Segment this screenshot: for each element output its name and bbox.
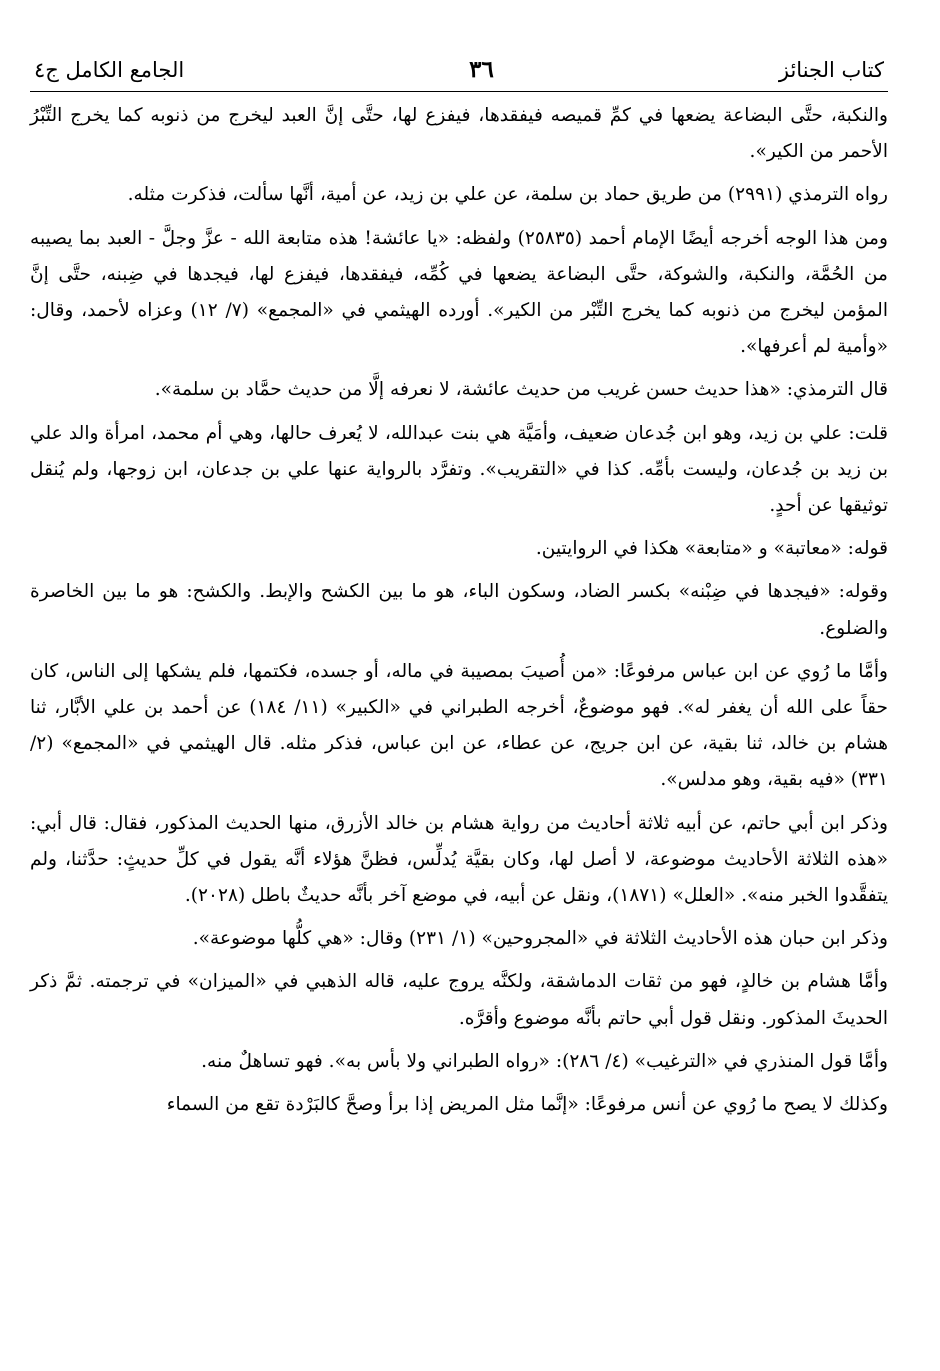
page-number: ٣٦ — [469, 56, 494, 83]
paragraph: وقوله: «فيجدها في ضِبْنه» بكسر الضاد، وسكون الباء، هو ما بين الكشح والإبط. والكشح: هو ما بين الخاصرة والضلوع. — [30, 581, 888, 639]
paragraph: وأمَّا هشام بن خالدٍ، فهو من ثقات الدماشقة، ولكنَّه يروج عليه، قاله الذهبي في «الميزان» في ترجمته. ثمَّ ذكر الحديثَ المذكور. ونقل قول أبي حاتم بأنَّه موضوع وأقرَّه. — [30, 971, 888, 1029]
paragraph: ومن هذا الوجه أخرجه أيضًا الإمام أحمد (٢٥٨٣٥) ولفظه: «يا عائشة! هذه متابعة الله - عزَّ وجلَّ - العبد بما يصيبه من الحُمَّة، والنكبة، والشوكة، حتَّى البضاعة يضعها في كُمِّه، فيفقدها، فيفزع لها، فيجدها في ضِبنه، حتَّى إنَّ المؤمن ليخرج من ذنوبه كما يخرج التِّبْر من الكير». أورده الهيثمي في «المجمع» (٧/ ١٢) وعزاه لأحمد، وقال: «وأمية لم أعرفها». — [30, 227, 888, 358]
paragraph: قال الترمذي: «هذا حديث حسن غريب من حديث عائشة، لا نعرفه إلَّا من حديث حمَّاد بن سلمة». — [154, 379, 888, 401]
page-header — [30, 55, 888, 92]
paragraph: قوله: «معاتبة» و «متابعة» هكذا في الروايتين. — [535, 538, 888, 560]
page-body — [30, 98, 888, 1123]
paragraph: قلت: علي بن زيد، وهو ابن جُدعان ضعيف، وأمَيَّة هي بنت عبدالله، لا يُعرف حالها، وهي أم محمد، امرأة والد علي بن زيد بن جُدعان، وليست بأمِّه. كذا في «التقريب». وتفرَّد بالرواية عنها علي بن جدعان، ابن زوجها، ولم يُنقل توثيقها عن أحدٍ. — [30, 422, 888, 517]
paragraph: وذكر ابن حبان هذه الأحاديث الثلاثة في «المجروحين» (١/ ٢٣١) وقال: «هي كلُّها موضوعة». — [192, 928, 888, 950]
paragraph: والنكبة، حتَّى البضاعة يضعها في كمِّ قميصه فيفقدها، فيفزع لها، حتَّى إنَّ العبد ليخرج من ذنوبه كما يخرج التِّبْرُ الأحمر من الكير». — [30, 105, 888, 163]
paragraph: وأمَّا ما رُوي عن ابن عباس مرفوعًا: «من أُصيبَ بمصيبة في ماله، أو جسده، فكتمها، فلم يشكها إلى الناس، كان حقاً على الله أن يغفر له». فهو موضوعٌ، أخرجه الطبراني في «الكبير» (١١/ ١٨٤) عن أحمد بن علي الأبَّار، ثنا هشام بن خالد، ثنا بقية، عن ابن جريج، عن عطاء، عن ابن عباس، فذكر مثله. قال الهيثمي في «المجمع» (٢/ ٣٣١) «فيه بقية، وهو مدلس». — [30, 660, 888, 791]
paragraph: وكذلك لا يصح ما رُوي عن أنس مرفوعًا: «إنَّما مثل المريض إذا برأ وصحَّ كالبَرْدة تقع من السماء — [166, 1094, 888, 1116]
paragraph: رواه الترمذي (٢٩٩١) من طريق حماد بن سلمة، عن علي بن زيد، عن أمية، أنَّها سألت، فذكرت مثله. — [127, 184, 888, 206]
book-title: كتاب الجنائز — [778, 58, 884, 82]
volume-title: الجامع الكامل ج٤ — [34, 58, 185, 82]
paragraph: وذكر ابن أبي حاتم، عن أبيه ثلاثة أحاديث من رواية هشام بن خالد الأزرق، منها الحديث المذكور، فقال: قال أبي: «هذه الثلاثة الأحاديث موضوعة، لا أصل لها، وكان بقيَّة يُدلِّس، فظنَّ هؤلاء أنَّه يقول في كلِّ حديثٍ: حدَّثنا، ولم يتفقَّدوا الخبر منه». «العلل» (١٨٧١)، ونقل عن أبيه، في موضع آخر بأنَّه حديثٌ باطل (٢٠٢٨). — [30, 812, 888, 907]
paragraph: وأمَّا قول المنذري في «الترغيب» (٤/ ٢٨٦): «رواه الطبراني ولا بأس به». فهو تساهلٌ منه. — [201, 1050, 888, 1072]
